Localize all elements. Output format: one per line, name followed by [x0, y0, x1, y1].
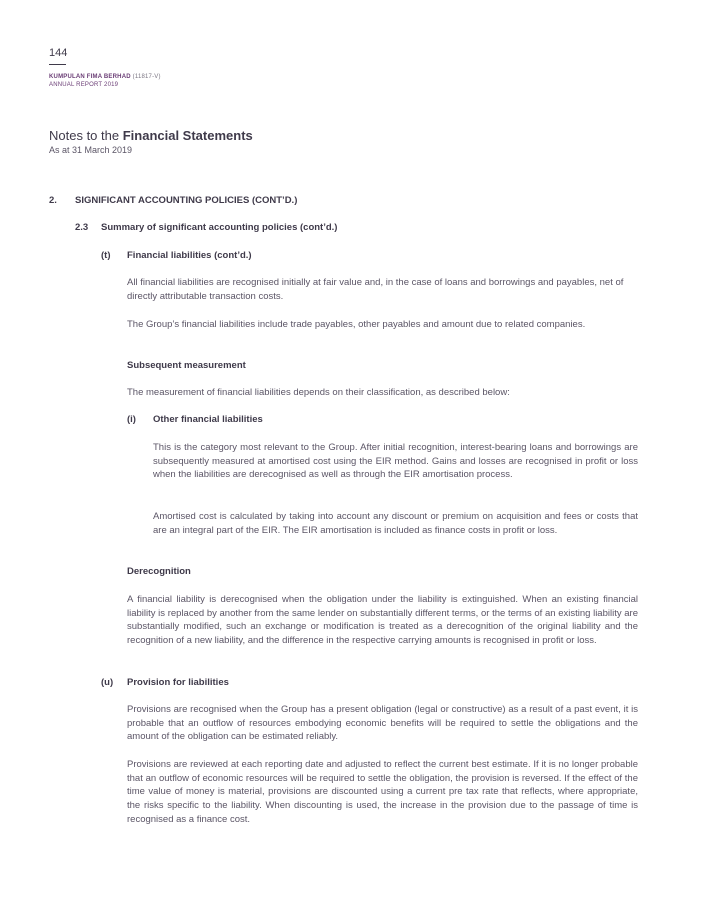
subsection-title: Summary of significant accounting policies (cont’d.) [101, 222, 338, 233]
sub-i-label: (i) [127, 414, 136, 425]
subsequent-measurement-heading: Subsequent measurement [127, 360, 246, 371]
subsection-number: 2.3 [75, 222, 89, 233]
page-number: 144 [49, 47, 68, 59]
company-name-line [49, 73, 161, 81]
derecognition-heading: Derecognition [127, 566, 191, 577]
company-name: KUMPULAN FIMA BERHAD [49, 74, 131, 80]
item-u-para2: Provisions are reviewed at each reporting date and adjusted to reflect the current best estimate. If it is no longer probable that an outflow of economic resources will be required to settle the obligation, the provision is reversed. If the effect of the time value of money is material, provisions are discounted using a current pre tax rate that reflects, where appropriate, the risks specific to the liability. When discounting is used, the increase in the provision due to the passage of time is recognised as a finance cost. [127, 759, 638, 825]
item-u-para1: Provisions are recognised when the Group has a present obligation (legal or constructive) as a result of a past event, it is probable that an outflow of resources embodying economic benefits will be required to settle the obligations and the amount of the obligation can be estimated reliably. [127, 704, 638, 743]
sub-i-para1: This is the category most relevant to the Group. After initial recognition, interest-bearing loans and borrowings are subsequently measured at amortised cost using the EIR method. Gains and losses are recognised in profit or loss when the liabilities are derecognised as well as through the EIR amortisation process. [153, 442, 638, 481]
item-t-label: (t) [101, 250, 111, 261]
section-number: 2. [49, 195, 57, 206]
derecognition-para: A financial liability is derecognised when the obligation under the liability is extinguished. When an existing financial liability is replaced by another from the same lender on substantially different terms, or the terms of an existing liability are substantially modified, such an exchange or modification is treated as a derecognition of the original liability and the recognition of a new liability, and the difference in the respective carrying amounts is recognised in profit or loss. [127, 594, 638, 647]
sub-i-para2: Amortised cost is calculated by taking into account any discount or premium on acquisition and fees or costs that are an integral part of the EIR. The EIR amortisation is included as finance costs in profit or loss. [153, 511, 638, 536]
section-title: SIGNIFICANT ACCOUNTING POLICIES (CONT’D.) [75, 195, 298, 206]
subsequent-measurement-para: The measurement of financial liabilities depends on their classification, as described below: [127, 387, 510, 398]
company-reg: (11817-V) [132, 74, 161, 80]
notes-subtitle: As at 31 March 2019 [49, 145, 133, 155]
item-u-label: (u) [101, 677, 114, 688]
header-rule [49, 64, 66, 65]
notes-title-bold: Financial Statements [122, 128, 253, 143]
notes-title [49, 128, 253, 143]
notes-title-prefix: Notes to the [49, 128, 123, 143]
item-u-title: Provision for liabilities [127, 677, 229, 688]
item-t-para2: The Group’s financial liabilities include trade payables, other payables and amount due to related companies. [127, 319, 586, 330]
item-t-title: Financial liabilities (cont’d.) [127, 250, 252, 261]
item-t-para1: All financial liabilities are recognised initially at fair value and, in the case of loans and borrowings and payables, net of directly attributable transaction costs. [127, 277, 624, 302]
report-title: ANNUAL REPORT 2019 [49, 82, 119, 88]
sub-i-title: Other financial liabilities [153, 414, 263, 425]
